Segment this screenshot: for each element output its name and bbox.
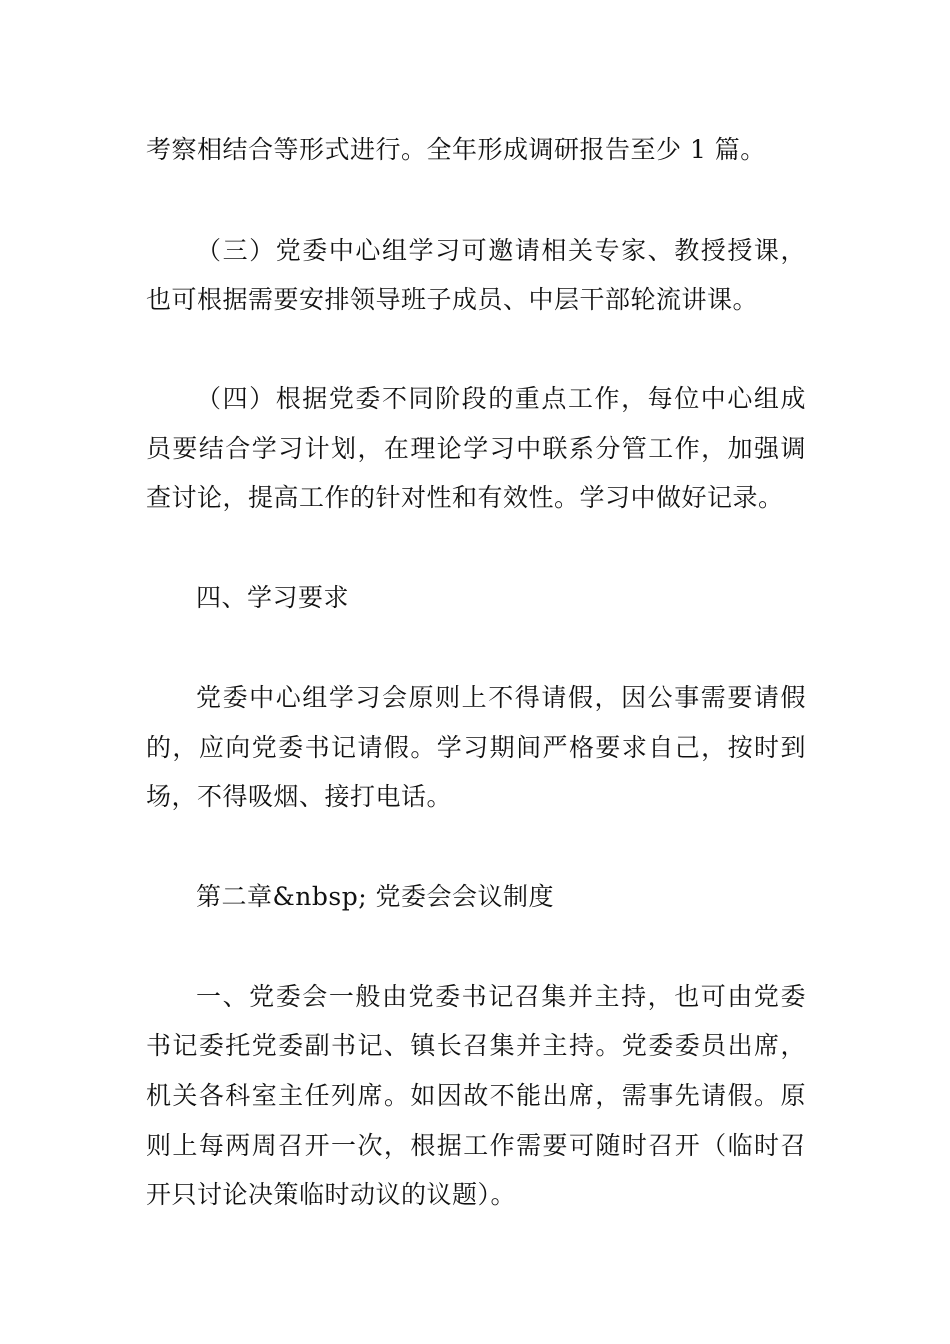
paragraph-line: 开只讨论决策临时动议的议题）。 bbox=[146, 1180, 517, 1209]
paragraph-line: 机关各科室主任列席。如因故不能出席，需事先请假。原 bbox=[146, 1081, 806, 1110]
paragraph-line: 的，应向党委书记请假。学习期间严格要求自己，按时到 bbox=[146, 733, 806, 762]
paragraph-line: 员要结合学习计划，在理论学习中联系分管工作，加强调 bbox=[146, 434, 806, 463]
paragraph-line: （四）根据党委不同阶段的重点工作，每位中心组成 bbox=[196, 384, 806, 413]
paragraph-line: 则上每两周召开一次，根据工作需要可随时召开（临时召 bbox=[146, 1131, 806, 1160]
paragraph-line: 场，不得吸烟、接打电话。 bbox=[146, 782, 453, 811]
paragraph-line: 也可根据需要安排领导班子成员、中层干部轮流讲课。 bbox=[146, 285, 759, 314]
paragraph-line: 书记委托党委副书记、镇长召集并主持。党委委员出席， bbox=[146, 1031, 806, 1060]
paragraph-line: 一、党委会一般由党委书记召集并主持，也可由党委 bbox=[196, 982, 806, 1011]
paragraph-line: （三）党委中心组学习可邀请相关专家、教授授课， bbox=[196, 236, 806, 265]
paragraph-line: 查讨论，提高工作的针对性和有效性。学习中做好记录。 bbox=[146, 483, 784, 512]
paragraph-line: 党委中心组学习会原则上不得请假，因公事需要请假 bbox=[196, 683, 806, 712]
paragraph-line: 考察相结合等形式进行。全年形成调研报告至少 1 篇。 bbox=[146, 135, 766, 164]
chapter-heading: 第二章&nbsp; 党委会会议制度 bbox=[196, 882, 555, 911]
section-heading: 四、学习要求 bbox=[196, 583, 350, 612]
